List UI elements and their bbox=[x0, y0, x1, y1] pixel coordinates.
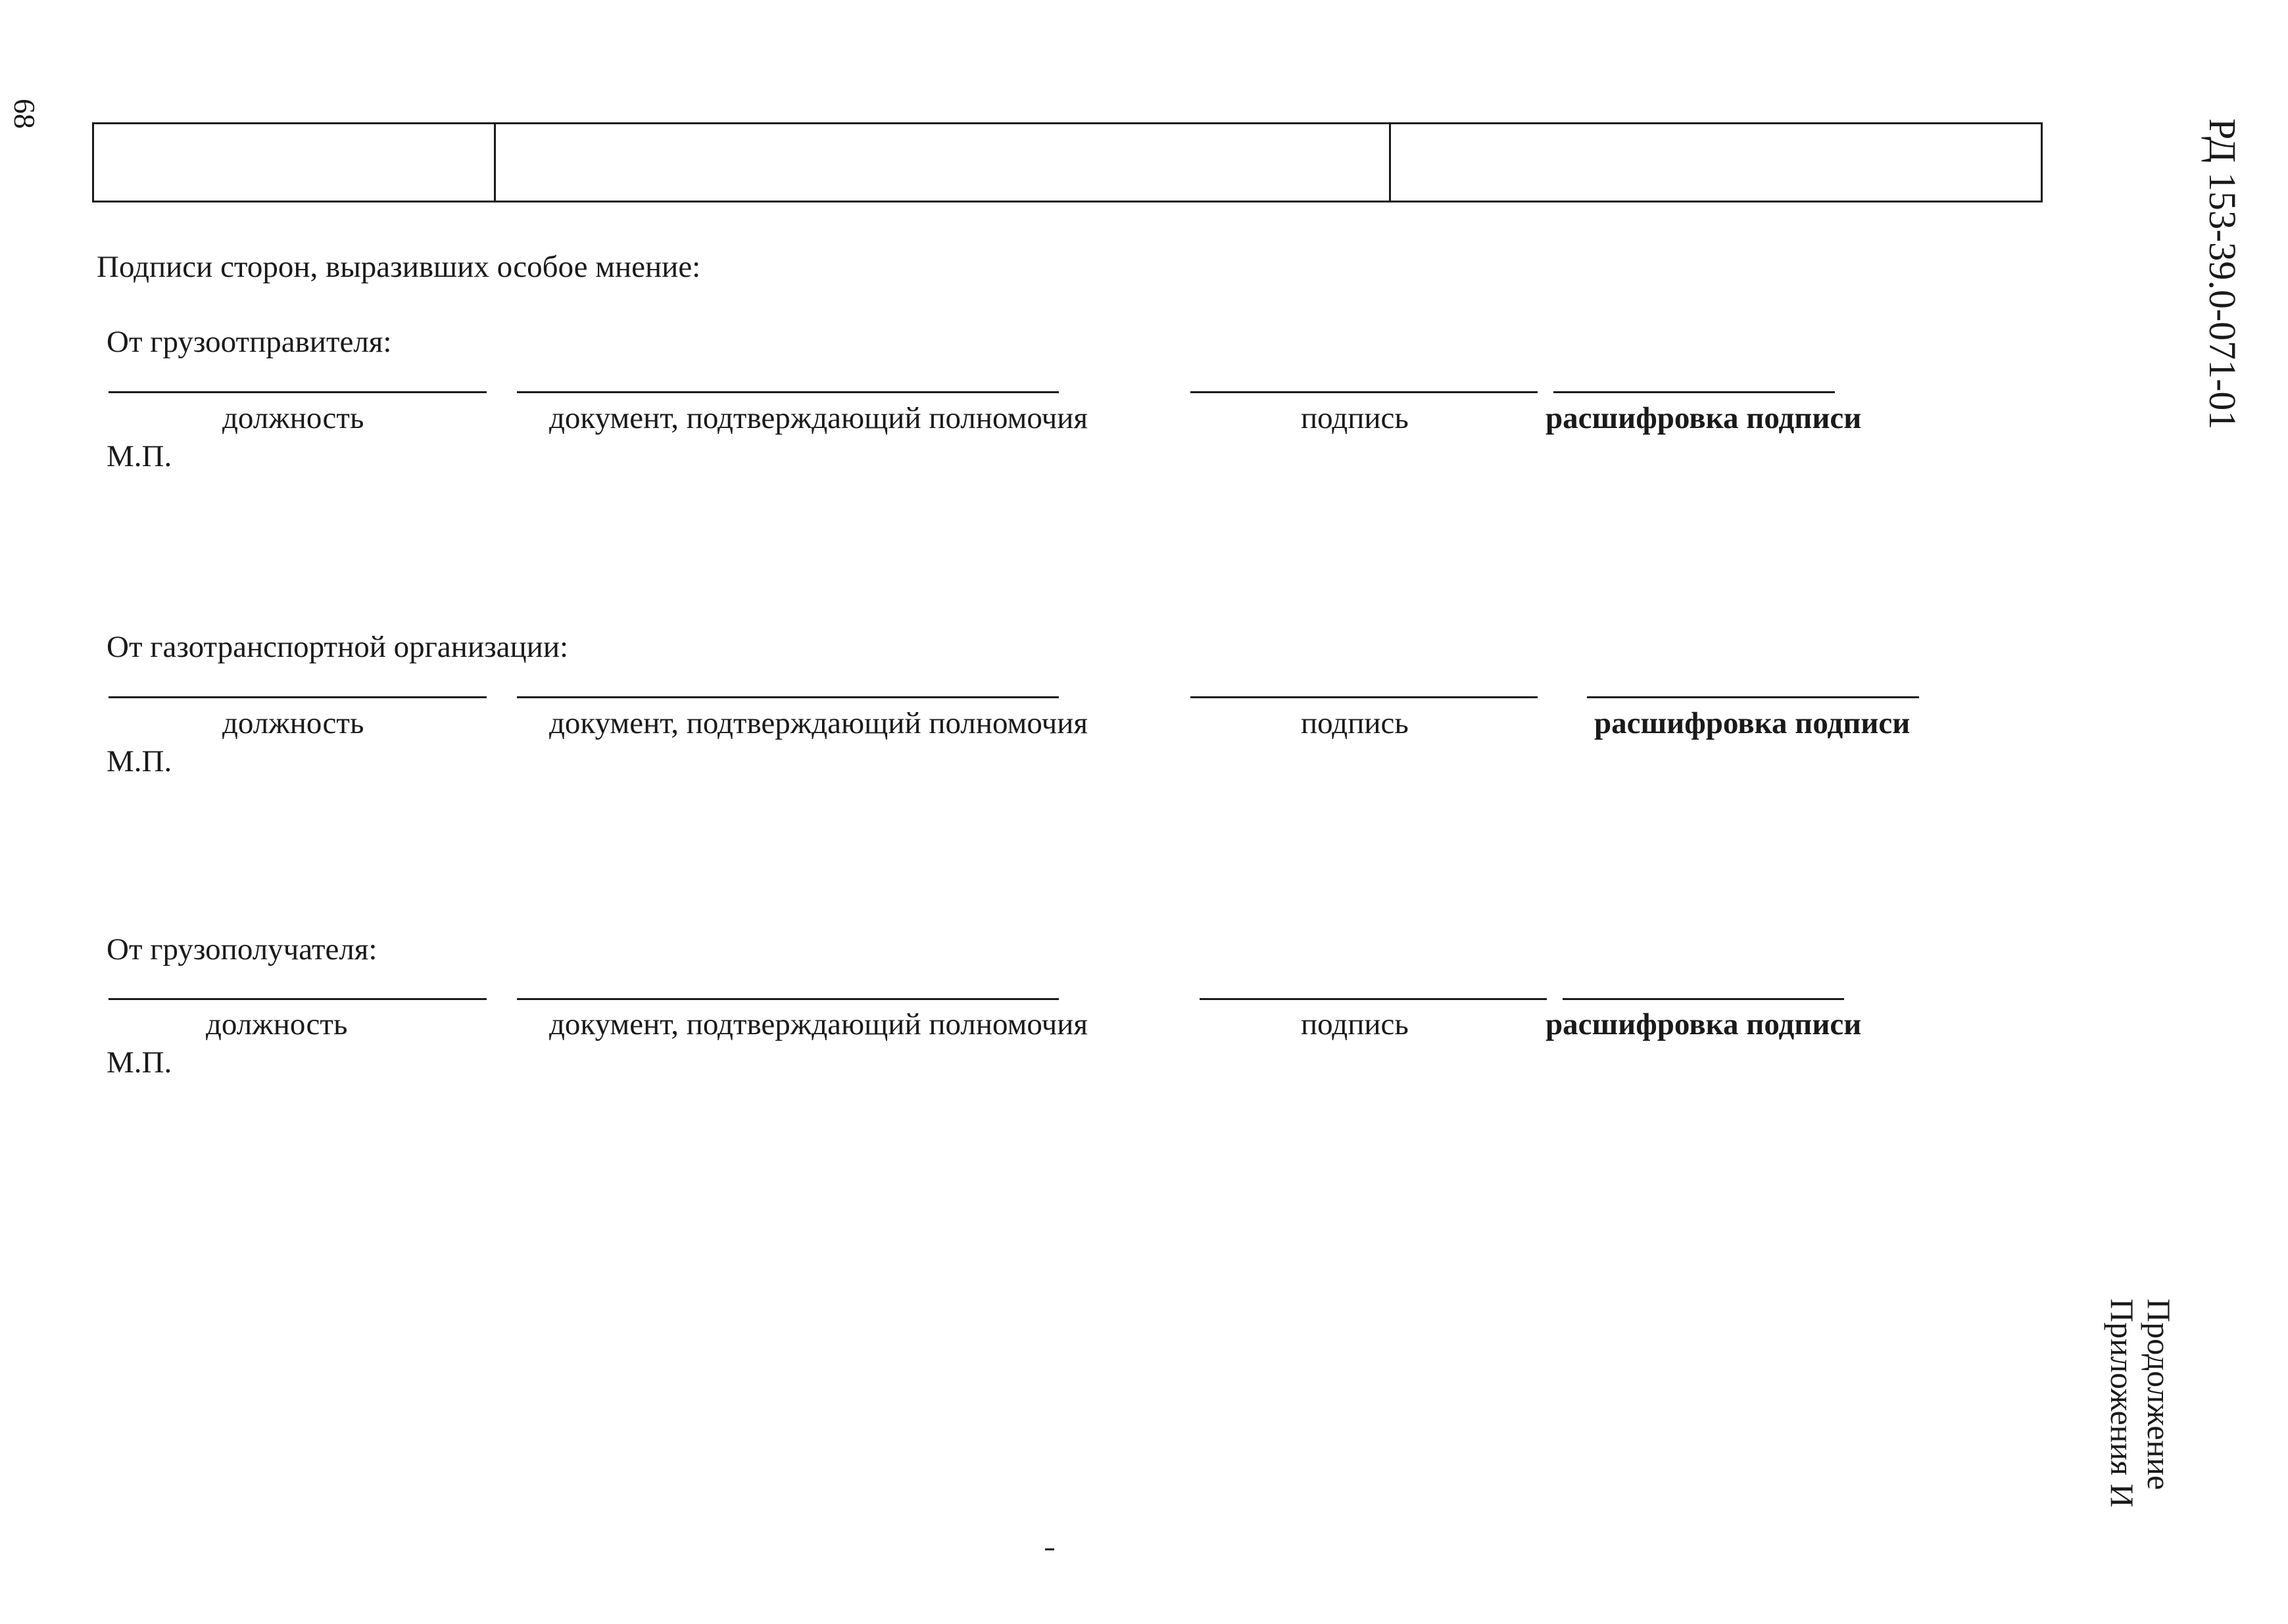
decryption-line bbox=[1587, 696, 1919, 698]
document-label: документ, подтверждающий полномочия bbox=[549, 1007, 1088, 1041]
appendix-note bbox=[2104, 1299, 2178, 1509]
stamp-placeholder: М.П. bbox=[107, 439, 172, 473]
signature-label: подпись bbox=[1301, 706, 1409, 740]
table-cell bbox=[92, 122, 496, 203]
table-cell bbox=[1389, 122, 2043, 203]
page-number: 68 bbox=[8, 99, 41, 129]
position-line bbox=[109, 391, 487, 393]
document-line bbox=[517, 391, 1059, 393]
decryption-line bbox=[1553, 391, 1835, 393]
position-label: должность bbox=[206, 1007, 348, 1041]
document-line bbox=[517, 998, 1059, 1000]
stamp-placeholder: М.П. bbox=[107, 744, 172, 778]
signature-label: подпись bbox=[1301, 1007, 1409, 1041]
signature-line bbox=[1200, 998, 1547, 1000]
decryption-label: расшифровка подписи bbox=[1546, 1007, 1862, 1041]
document-line bbox=[517, 696, 1059, 698]
decryption-label: расшифровка подписи bbox=[1546, 401, 1862, 435]
appendix-note-line2: Приложения И bbox=[2104, 1299, 2141, 1508]
decryption-label: расшифровка подписи bbox=[1594, 706, 1911, 740]
stamp-placeholder: М.П. bbox=[107, 1045, 172, 1080]
document-code: РД 153-39.0-071-01 bbox=[2201, 118, 2244, 430]
position-label: должность bbox=[222, 706, 364, 740]
stray-mark bbox=[1045, 1548, 1054, 1550]
section-heading: От грузополучателя: bbox=[107, 932, 377, 967]
signature-line bbox=[1190, 696, 1538, 698]
decryption-line bbox=[1563, 998, 1844, 1000]
document-label: документ, подтверждающий полномочия bbox=[549, 401, 1088, 435]
document-label: документ, подтверждающий полномочия bbox=[549, 706, 1088, 740]
appendix-note-line1: Продолжение bbox=[2141, 1299, 2178, 1491]
table-cell bbox=[494, 122, 1391, 203]
section-heading: От газотранспортной организации: bbox=[107, 630, 569, 664]
signature-line bbox=[1190, 391, 1538, 393]
signatures-heading: Подписи сторон, выразивших особое мнение: bbox=[97, 250, 701, 284]
position-label: должность bbox=[222, 401, 364, 435]
section-heading: От грузоотправителя: bbox=[107, 325, 392, 359]
position-line bbox=[109, 696, 487, 698]
position-line bbox=[109, 998, 487, 1000]
signature-label: подпись bbox=[1301, 401, 1409, 435]
